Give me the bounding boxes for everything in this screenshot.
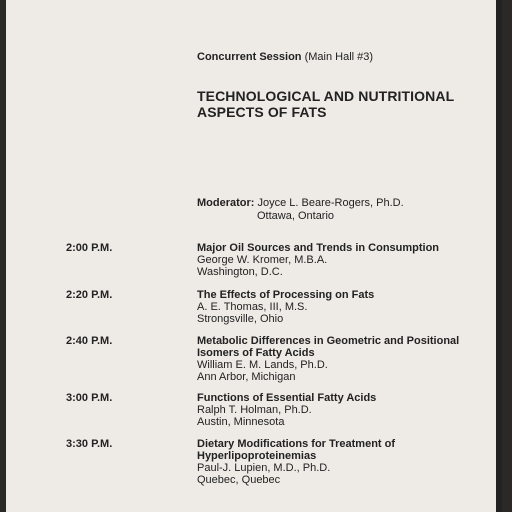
moderator-label: Moderator: [197, 197, 255, 209]
talk-title: Major Oil Sources and Trends in Consumption [197, 242, 440, 254]
page-title [197, 88, 454, 120]
talk-speaker: William E. M. Lands, Ph.D. [197, 359, 328, 371]
session-location: (Main Hall #3) [304, 51, 374, 63]
title-line-1: TECHNOLOGICAL AND NUTRITIONAL [197, 88, 455, 104]
title-line-2: ASPECTS OF FATS [197, 104, 327, 120]
talk-time: 3:00 P.M. [66, 392, 113, 404]
talk-location: Ann Arbor, Michigan [197, 371, 296, 383]
page-edge-shadow [496, 0, 502, 512]
talk-details [197, 335, 477, 383]
moderator-name: Joyce L. Beare-Rogers, Ph.D. [257, 197, 404, 209]
talk-time: 2:00 P.M. [66, 242, 113, 254]
talk-location: Quebec, Quebec [197, 474, 281, 486]
talk-details [197, 242, 477, 278]
talk-title-line-2: Hyperlipoproteinemias [197, 450, 317, 462]
talk-title: The Effects of Processing on Fats [197, 289, 375, 301]
talk-speaker: Paul-J. Lupien, M.D., Ph.D. [197, 462, 331, 474]
talk-details [197, 392, 477, 428]
talk-location: Washington, D.C. [197, 266, 283, 278]
talk-time: 2:20 P.M. [66, 289, 113, 301]
talk-speaker: George W. Kromer, M.B.A. [197, 254, 328, 266]
talk-title-line-2: Isomers of Fatty Acids [197, 347, 315, 359]
talk-time: 2:40 P.M. [66, 335, 113, 347]
talk-details [197, 289, 477, 325]
session-label: Concurrent Session [197, 51, 302, 63]
talk-speaker: A. E. Thomas, III, M.S. [197, 301, 308, 313]
talk-title: Metabolic Differences in Geometric and Positional [197, 335, 460, 347]
talk-speaker: Ralph T. Holman, Ph.D. [197, 404, 312, 416]
talk-time: 3:30 P.M. [66, 438, 113, 450]
talk-details [197, 438, 477, 486]
talk-title: Functions of Essential Fatty Acids [197, 392, 377, 404]
moderator-block [197, 197, 404, 223]
talk-title: Dietary Modifications for Treatment of [197, 438, 396, 450]
program-page [6, 0, 502, 512]
talk-location: Austin, Minnesota [197, 416, 285, 428]
moderator-location: Ottawa, Ontario [257, 210, 335, 222]
talk-location: Strongsville, Ohio [197, 313, 284, 325]
session-heading [197, 51, 373, 63]
